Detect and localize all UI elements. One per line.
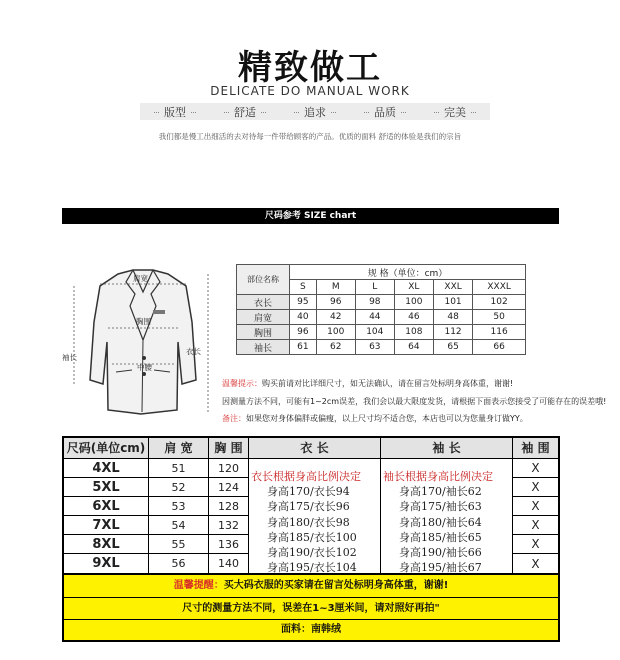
label-shoulder: 肩宽 (133, 274, 148, 283)
spec-size-header: M (316, 280, 355, 295)
jacket-diagram (60, 262, 222, 427)
spec-row-label: 胸围 (237, 325, 290, 340)
remark-prefix: 备注： (222, 414, 246, 423)
spec-cell: 112 (433, 325, 472, 340)
spec-size-header: XXL (433, 280, 472, 295)
large-size-table (62, 436, 560, 642)
header-chest: 胸 围 (209, 438, 249, 459)
spec-unit-label: 规 格（单位：cm） (290, 265, 526, 280)
label-waist: 中腰 (137, 363, 152, 372)
spec-cell: 96 (316, 295, 355, 310)
cuff-cell: X (513, 497, 558, 516)
size-spec-table (236, 264, 526, 355)
tag-quality: 品质 (370, 104, 400, 120)
cuff-cell: X (513, 554, 558, 574)
size-cell: 8XL (64, 535, 149, 554)
spec-row-label: 袖长 (237, 340, 290, 355)
tag-fit: 版型 (160, 104, 190, 120)
shoulder-cell: 53 (149, 497, 209, 516)
spec-size-header: S (290, 280, 317, 295)
length-line: 身高175/衣长96 (267, 500, 350, 514)
size-cell: 9XL (64, 554, 149, 574)
chest-cell: 136 (209, 535, 249, 554)
header-cuff: 袖 围 (513, 438, 558, 459)
shoulder-cell: 52 (149, 478, 209, 497)
spec-cell: 64 (394, 340, 433, 355)
size-cell: 4XL (64, 459, 149, 478)
sleeve-line: 身高190/袖长66 (399, 546, 482, 560)
label-length: 衣长 (186, 347, 201, 356)
chest-cell: 120 (209, 459, 249, 478)
spec-cell: 116 (473, 325, 526, 340)
spec-cell: 61 (290, 340, 317, 355)
shoulder-cell: 56 (149, 554, 209, 574)
header-length: 衣 长 (249, 438, 381, 459)
shoulder-cell: 54 (149, 516, 209, 535)
remark-text: 如果您对身体偏胖或偏瘦，以上尺寸均不适合您，本店也可以为您量身订做YY。 (246, 414, 528, 423)
table-row (237, 295, 526, 310)
spec-size-header: L (355, 280, 394, 295)
sleeve-by-height-list (381, 469, 515, 575)
slogan-text: 我们都是慢工出细活的去对待每一件带给顾客的产品。优质的面料 舒适的体验是我们的宗旨 (158, 132, 462, 141)
spec-cell: 95 (290, 295, 317, 310)
spec-cell: 40 (290, 310, 317, 325)
length-line: 身高180/衣长98 (267, 515, 350, 529)
label-chest: 胸围 (136, 317, 151, 326)
label-sleeve: 袖长 (62, 353, 77, 362)
footer-measure-note: 尺寸的测量方法不同，误差在1~3厘米间，请对照好再拍" (64, 597, 558, 619)
chest-cell: 140 (209, 554, 249, 574)
sleeve-line: 身高195/袖长67 (399, 561, 482, 575)
spec-cell: 96 (290, 325, 317, 340)
spec-cell: 50 (473, 310, 526, 325)
length-lead: 衣长根据身高比例决定 (251, 470, 361, 483)
reminder-prefix: 温馨提示： (222, 379, 262, 388)
footer-reminder-prefix: 温馨提醒： (173, 580, 224, 591)
spec-cell: 42 (316, 310, 355, 325)
sleeve-line: 身高180/袖长64 (399, 515, 482, 529)
spec-cell: 100 (316, 325, 355, 340)
spec-size-header: XL (394, 280, 433, 295)
length-by-height-cell (249, 459, 381, 574)
table-row (237, 325, 526, 340)
spec-corner-label: 部位名称 (237, 265, 290, 295)
remark-note (222, 413, 528, 424)
length-line: 身高190/衣长102 (267, 546, 357, 560)
shoulder-cell: 55 (149, 535, 209, 554)
sleeve-line: 身高175/袖长63 (399, 500, 482, 514)
spec-cell: 66 (473, 340, 526, 355)
spec-cell: 48 (433, 310, 472, 325)
spec-cell: 46 (394, 310, 433, 325)
header-size: 尺码(单位cm) (64, 438, 149, 459)
reminder-note (222, 378, 513, 389)
length-line: 身高170/衣长94 (267, 485, 350, 499)
tag-perfect: 完美 (440, 104, 470, 120)
footer-reminder-text: 买大码衣服的买家请在留言处标明身高体重，谢谢! (223, 580, 449, 591)
chest-cell: 124 (209, 478, 249, 497)
footer-reminder (64, 574, 558, 597)
spec-cell: 102 (473, 295, 526, 310)
sleeve-lead: 袖长根据身高比例决定 (383, 470, 493, 483)
spec-cell: 101 (433, 295, 472, 310)
spec-cell: 98 (355, 295, 394, 310)
header-sleeve: 袖 长 (381, 438, 513, 459)
length-by-height-list (249, 469, 383, 575)
spec-cell: 108 (394, 325, 433, 340)
length-line: 身高185/衣长100 (267, 530, 357, 544)
header-shoulder: 肩 宽 (149, 438, 209, 459)
method-note: 因测量方法不同，可能有1~2cm误差，我们会以最大限度发货，请根据下面表示您接受了可能存在的误差哦! (222, 397, 607, 406)
spec-row-label: 肩宽 (237, 310, 290, 325)
sleeve-line: 身高185/袖长65 (399, 530, 482, 544)
table-row (237, 340, 526, 355)
feature-tag-bar (140, 103, 490, 120)
cuff-cell: X (513, 516, 558, 535)
sleeve-line: 身高170/袖长62 (399, 485, 482, 499)
size-cell: 5XL (64, 478, 149, 497)
cuff-cell: X (513, 478, 558, 497)
spec-cell: 100 (394, 295, 433, 310)
spec-row-label: 衣长 (237, 295, 290, 310)
spec-cell: 44 (355, 310, 394, 325)
spec-cell: 63 (355, 340, 394, 355)
size-chart-header: 尺码参考 SIZE chart (62, 208, 559, 224)
size-cell: 7XL (64, 516, 149, 535)
cuff-cell: X (513, 459, 558, 478)
shoulder-cell: 51 (149, 459, 209, 478)
page-title: 精致做工 (238, 48, 382, 88)
chest-cell: 128 (209, 497, 249, 516)
reminder-text: 购买前请对比详细尺寸，如无法确认，请在留言处标明身高体重，谢谢! (262, 379, 514, 388)
length-line: 身高195/衣长104 (267, 561, 357, 575)
table-row (237, 310, 526, 325)
tag-pursuit: 追求 (300, 104, 330, 120)
spec-cell: 104 (355, 325, 394, 340)
footer-fabric: 面料：南韩绒 (64, 619, 558, 640)
size-cell: 6XL (64, 497, 149, 516)
cuff-cell: X (513, 535, 558, 554)
chest-cell: 132 (209, 516, 249, 535)
spec-cell: 65 (433, 340, 472, 355)
page-subtitle: DELICATE DO MANUAL WORK (210, 84, 410, 98)
spec-size-header: XXXL (473, 280, 526, 295)
sleeve-by-height-cell (381, 459, 513, 574)
spec-cell: 62 (316, 340, 355, 355)
tag-comfort: 舒适 (230, 104, 260, 120)
